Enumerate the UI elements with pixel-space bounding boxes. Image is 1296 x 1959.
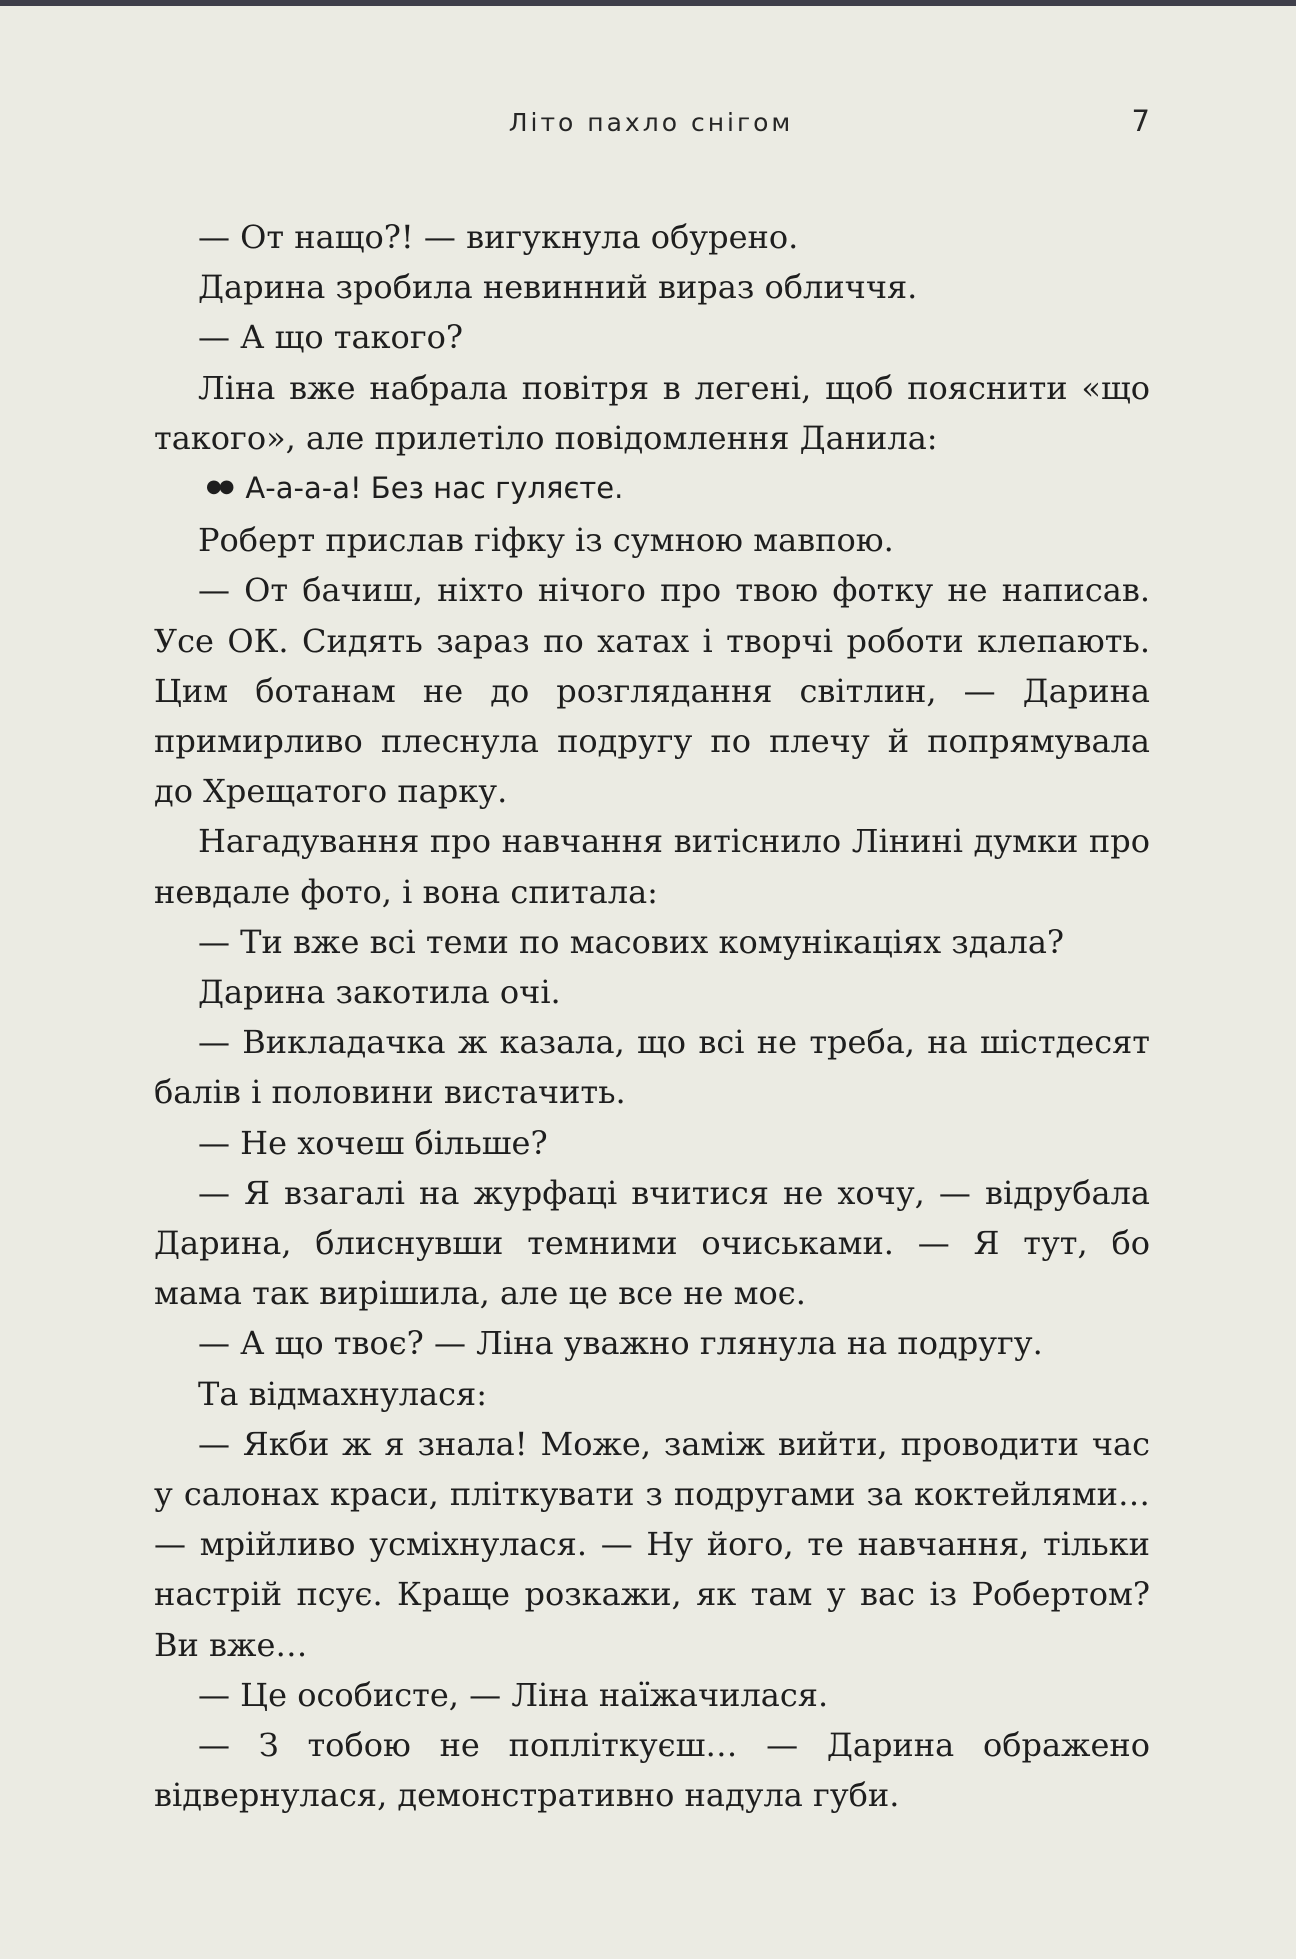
paragraph: — З тобою не попліткуєш… — Дарина ображено відвернулася, демонстративно надула губи. — [154, 1725, 1150, 1815]
paragraph: — Якби ж я знала! Може, заміж вийти, проводити час у салонах краси, пліткувати з подругами за коктейлями… — мрійливо усміхнулася. — Ну його, те навчання, тільки настрій псує. Краще розкажи, як там у вас із Робертом? Ви вже… — [154, 1424, 1150, 1664]
chat-message-text: А-а-а-а! Без нас гуляєте. — [245, 471, 624, 506]
paragraph: — Я взагалі на журфаці вчитися не хочу, — відрубала Дарина, блиснувши темними очиськами. — Я тут, бо мама так вирішила, але це все не моє. — [154, 1173, 1150, 1313]
paragraph: — А що твоє? — Ліна уважно глянула на подругу. — [198, 1324, 1043, 1363]
chat-message — [154, 463, 1150, 515]
paragraph: — Не хочеш більше? — [198, 1123, 548, 1162]
body-text — [154, 212, 1150, 1820]
paragraph: — Це особисте, — Ліна наїжачилася. — [198, 1675, 829, 1714]
paragraph: — Викладачка ж казала, що всі не треба, на шістдесят балів і половини вистачить. — [154, 1023, 1150, 1112]
paragraph: — От нащо?! — вигукнула обурено. — [198, 218, 799, 256]
paragraph: — Ти вже всі теми по масових комунікаціях здала? — [198, 922, 1065, 961]
paragraph: Дарина зробила невинний вираз обличчя. — [198, 268, 918, 307]
paragraph: Нагадування про навчання витіснило Лінині думки про невдале фото, і вона спитала: — [154, 822, 1150, 911]
paragraph: — От бачиш, ніхто нічого про твою фотку не написав. Усе ОК. Сидять зараз по хатах і творчі роботи клепають. Цим ботанам не до розглядання світлин, — Дарина примирливо плеснула подругу по плечу й попрямувала до Хрещатого парку. — [154, 571, 1150, 811]
paragraph: Дарина закотила очі. — [198, 972, 561, 1011]
eyes-emoji-icon: ●● — [206, 475, 232, 497]
paragraph: Ліна вже набрала повітря в легені, щоб пояснити «що такого», але прилетіло повідомлення Данила: — [154, 368, 1150, 457]
paragraph: Та відмахнулася: — [198, 1374, 488, 1413]
paragraph: Роберт прислав гіфку із сумною мавпою. — [198, 521, 894, 560]
page-number: 7 — [1131, 104, 1150, 138]
running-title: Літо пахло снігом — [508, 108, 794, 137]
paragraph: — А що такого? — [198, 318, 463, 357]
running-header — [152, 104, 1150, 148]
page-top-edge — [0, 0, 1296, 6]
